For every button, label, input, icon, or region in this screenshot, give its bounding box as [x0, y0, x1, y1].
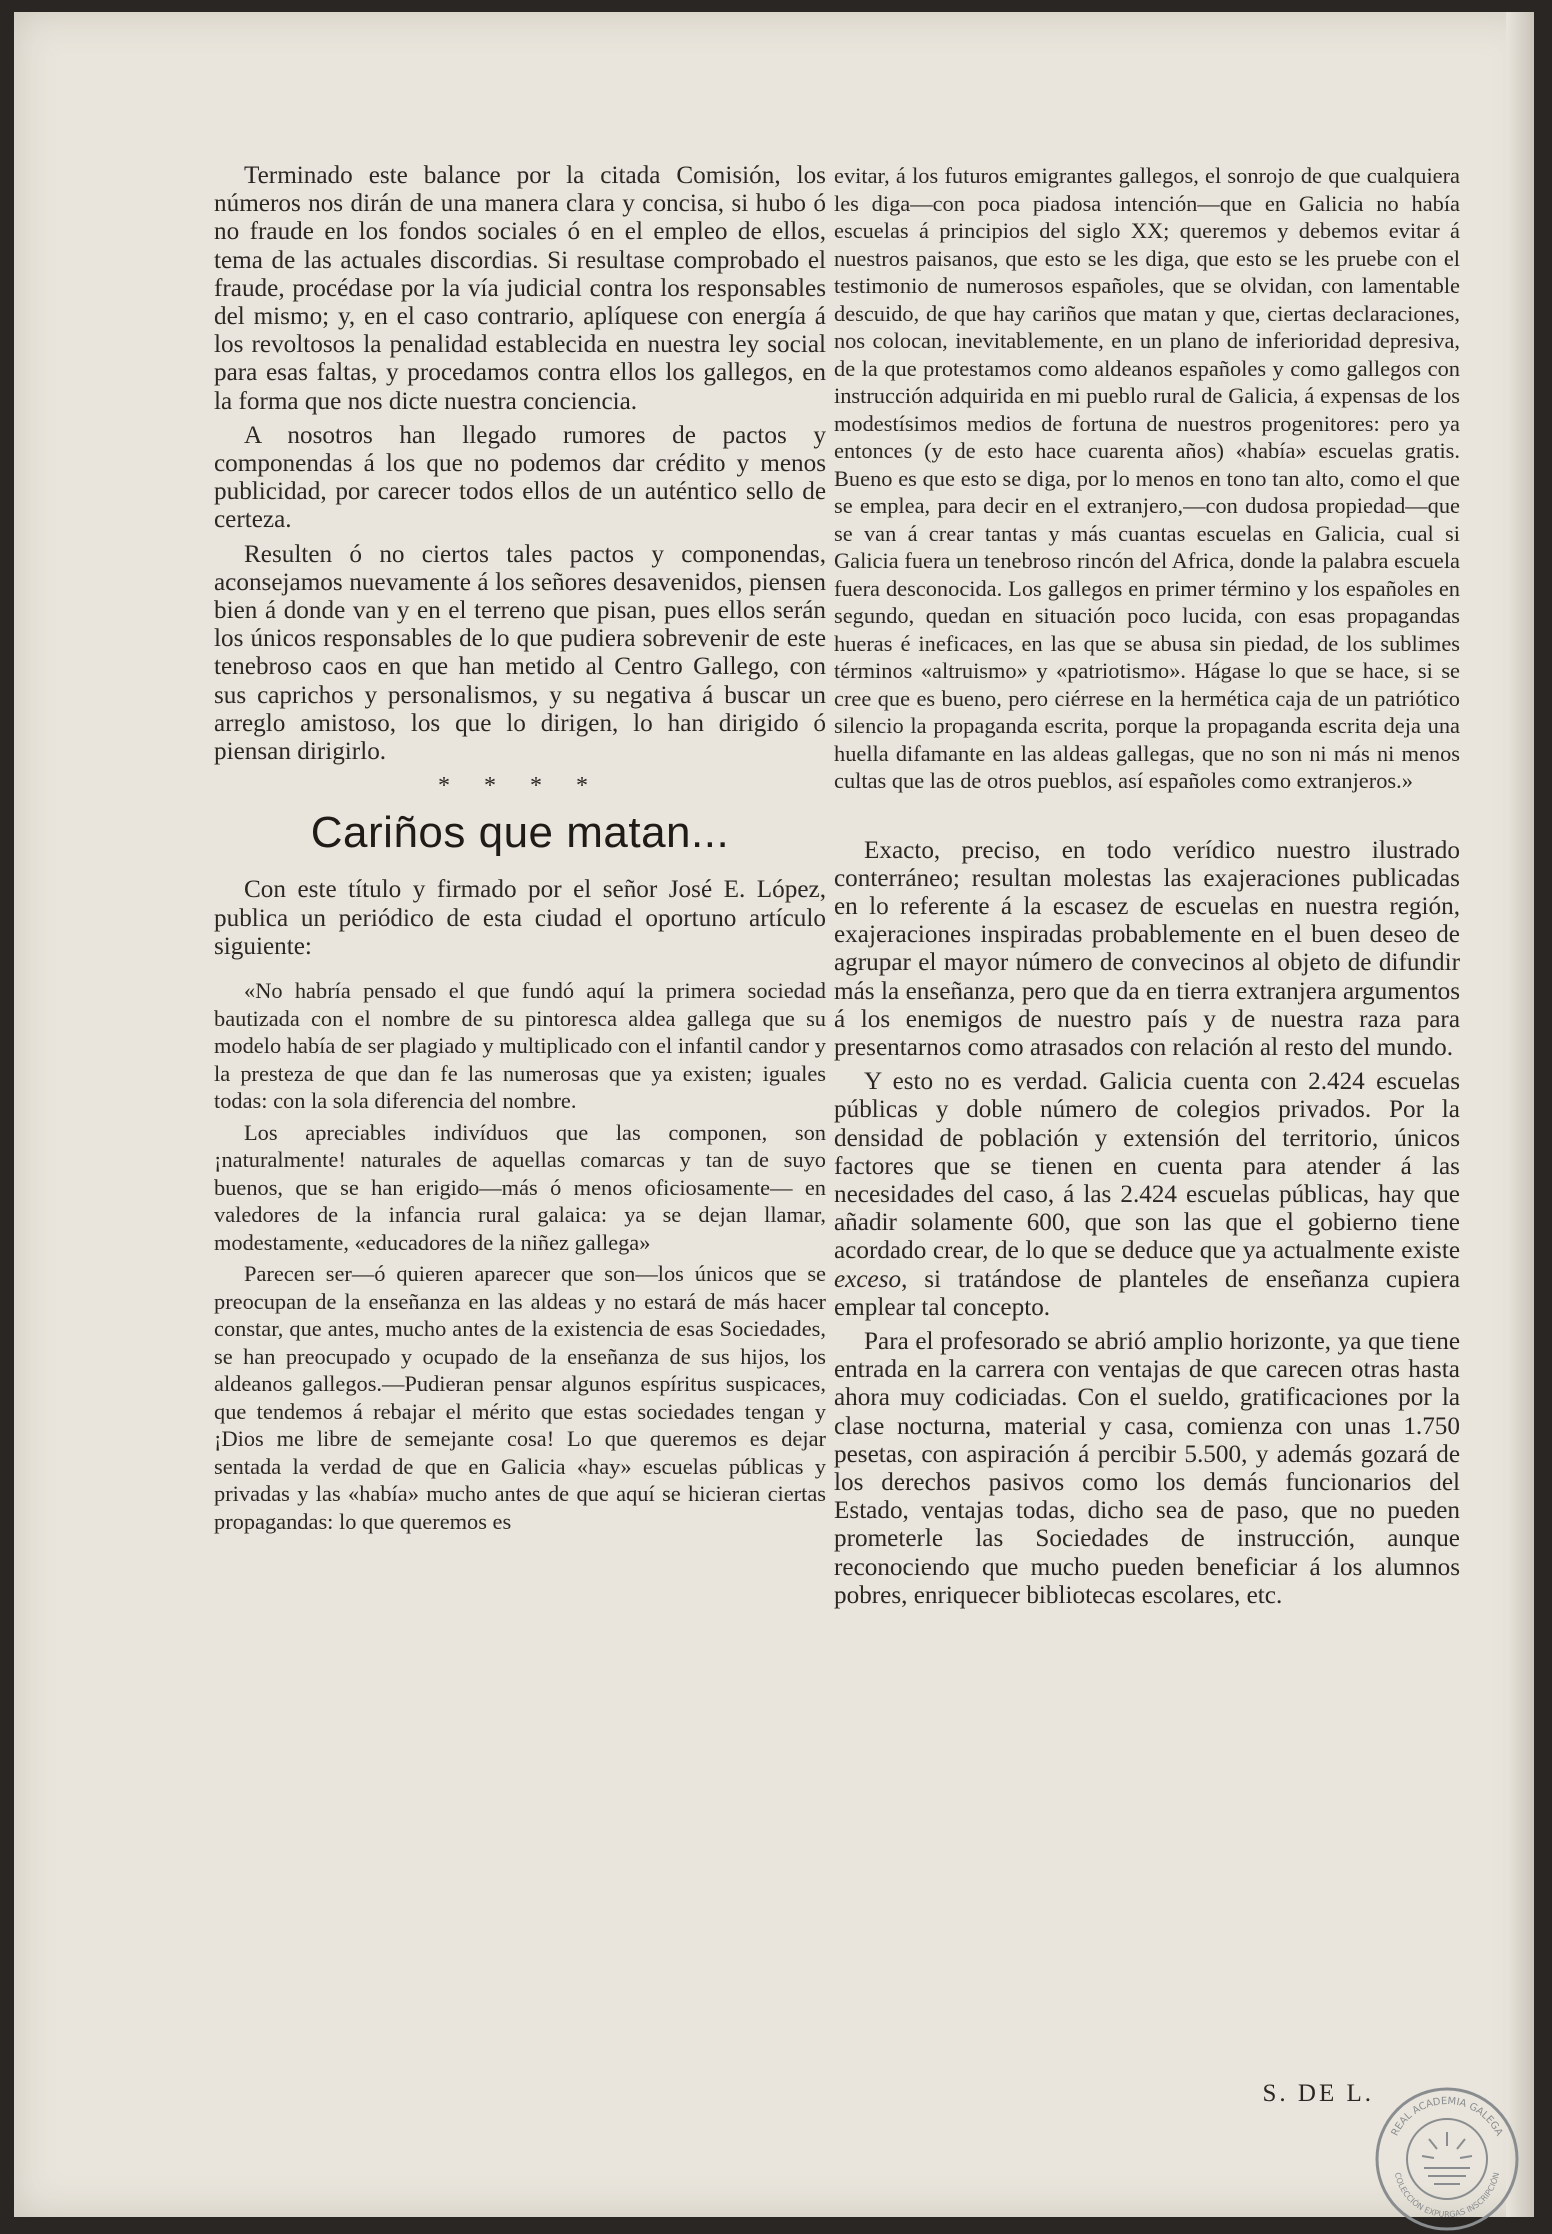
paragraph: Para el profesorado se abrió amplio horizonte, ya que tiene entrada en la carrera con ventajas de que carecen otras hasta ahora muy codiciadas. Con el sueldo, gratificaciones por la clase nocturna, material y casa, comienza con unas 1.750 pesetas, con aspiración á percibir 5.500, y además gozará de los derechos pasivos como los demás funcionarios del Estado, ventajas todas, dicho sea de paso, que no pueden prometerle las Sociedades de instrucción, aunque reconociendo que mucho pueden beneficiar á los alumnos pobres, enriquecer bibliotecas escolares, etc.: [834, 1327, 1460, 1609]
library-stamp: [1372, 2084, 1522, 2234]
paragraph: Terminado este balance por la citada Comisión, los números nos dirán de una manera clara y concisa, si hubo ó no fraude en los fondos sociales ó en el empleo de ellos, tema de las actuales discordias. Si resultase comprobado el fraude, procédase por la vía judicial contra los responsables del mismo; y, en el caso contrario, aplíquese con energía á los revoltosos la penalidad establecida en nuestra ley social para esas faltas, y procedamos contra ellos los gallegos, en la forma que nos dicte nuestra conciencia.: [214, 162, 826, 415]
paragraph: [834, 1068, 1460, 1322]
quote-paragraph: Parecen ser—ó quieren aparecer que son—los únicos que se preocupan de la enseñanza en las aldeas y no estará de más hacer constar, que antes, mucho antes de la existencia de esas Sociedades, se han preocupado y ocupado de la enseñanza de sus hijos, los aldeanos gallegos.—Pudieran pensar algunos espíritus suspicaces, que tendemos á rebajar el mérito que estas sociedades tengan y ¡Dios me libre de semejante cosa! Lo que queremos es dejar sentada la verdad de que en Galicia «hay» escuelas públicas y privadas y las «había» mucho antes de que aquí se hicieran ciertas propagandas: lo que queremos es: [214, 1261, 826, 1534]
stamp-top-text: REAL ACADEMIA GALEGA: [1389, 2095, 1505, 2138]
paragraph-text: Y esto no es verdad. Galicia cuenta con 2.424 escuelas públicas y doble número de colegios privados. Por la densidad de población y extensión del territorio, únicos factores que se tienen en cuenta para atender á las necesidades del caso, á las 2.424 escuelas públicas, hay que añadir solamente 600, que son las que el gobierno tiene acordado crear, de lo que se deduce que ya actualmente existe: [834, 1068, 1460, 1265]
article-heading: Cariños que matan...: [310, 808, 730, 858]
article-intro: Con este título y firmado por el señor José E. López, publica un periódico de esta ciudad el oportuno artículo siguiente:: [214, 876, 826, 960]
stamp-sun-icon: [1422, 2132, 1472, 2184]
stamp-outer-ring: [1377, 2089, 1517, 2229]
quote-paragraph: evitar, á los futuros emigrantes gallegos, el sonrojo de que cualquiera les diga—con poca piadosa intención—que en Galicia no había escuelas á principios del siglo XX; queremos y debemos evitar á nuestros paisanos, que esto se les diga, que esto se les pruebe con el testimonio de numerosos españoles, que se olvidan, con lamentable descuido, de que hay cariños que matan y que, ciertas declaraciones, nos colocan, inevitablemente, en un plano de inferioridad depresiva, de la que protestamos como aldeanos españoles y como gallegos con instrucción adquirida en mi pueblo rural de Galicia, á expensas de los modestísimos medios de fortuna de nuestros progenitores: pero ya entonces (y de esto hace cuarenta años) «había» escuelas gratis. Bueno es que esto se diga, por lo menos en tono tan alto, como el que se emplea, para decir en el extranjero,—con dudosa propiedad—que se van á crear tantas y más cuantas escuelas en Galicia, cual si Galicia fuera un tenebroso rincón del Africa, donde la palabra escuela fuera desconocida. Los gallegos en primer término y los españoles en segundo, quedan en situación poco lucida, con esas propagandas hueras é ineficaces, en las que se abusa sin piedad, de los sublimes términos «altruismo» y «patriotismo». Hágase lo que se hace, si se cree que es bueno, pero ciérrese en la hermética caja de un patriótico silencio la propaganda escrita, porque la propaganda escrita deja una huella difamante en las aldeas gallegas, que no son ni más ni menos cultas que las de otros pueblos, así españoles como extranjeros.»: [834, 163, 1460, 793]
page: [14, 12, 1534, 2220]
quoted-article: [214, 977, 826, 1535]
italic-word: exceso: [834, 1265, 902, 1293]
signature: S. DE L.: [1262, 2080, 1374, 2107]
quoted-article-continued: [834, 162, 1460, 795]
column-spacer: [834, 799, 1460, 837]
stamp-bottom-text: COLECCIÓN EXPURGAS INSCRIPCIÓN: [1392, 2171, 1502, 2220]
paragraph-text: , si tratándose de planteles de enseñanza cupiera emplear tal concepto.: [834, 1265, 1460, 1321]
paragraph: Exacto, preciso, en todo verídico nuestro ilustrado conterráneo; resultan molestas las exajeraciones publicadas en lo referente á la escasez de escuelas en nuestra región, exajeraciones inspiradas probablemente en el buen deseo de agrupar el mayor número de convecinos al objeto de difundir más la enseñanza, pero que da en tierra extranjera argumentos á los enemigos de nuestro país y de nuestra raza para presentarnos como atrasados con relación al resto del mundo.: [834, 836, 1460, 1061]
right-column: [834, 162, 1460, 1616]
paragraph: Resulten ó no ciertos tales pactos y componendas, aconsejamos nuevamente á los señores desavenidos, piensen bien á donde van y en el terreno que pisan, pues ellos serán los únicos responsables de lo que pudiera sobrevenir de este tenebroso caos en que han metido al Centro Gallego, con sus caprichos y personalismos, y su negativa á buscar un arreglo amistoso, los que lo dirigen, lo han dirigido ó piensan dirigirlo.: [214, 540, 826, 766]
left-column: [214, 162, 826, 1539]
paragraph: A nosotros han llegado rumores de pactos y componendas á los que no podemos dar crédito y menos publicidad, por carecer todos ellos de un auténtico sello de certeza.: [214, 421, 826, 534]
section-separator: * * * *: [438, 773, 602, 800]
quote-paragraph: «No habría pensado el que fundó aquí la primera sociedad bautizada con el nombre de su pintoresca aldea gallega que su modelo había de ser plagiado y multiplicado con el infantil candor y la presteza de que dan fe las numerosas que ya existen; iguales todas: con la sola diferencia del nombre.: [214, 978, 826, 1114]
quote-paragraph: Los apreciables indivíduos que las componen, son ¡naturalmente! naturales de aquellas comarcas y tan de suyo buenos, que se han erigido—más ó menos oficiosamente— en valedores de la infancia rural galaica: ya se dejan llamar, modestamente, «educadores de la niñez gallega»: [214, 1119, 826, 1255]
stamp-inner-ring: [1407, 2119, 1487, 2199]
page-gutter-shadow: [1506, 12, 1534, 2217]
